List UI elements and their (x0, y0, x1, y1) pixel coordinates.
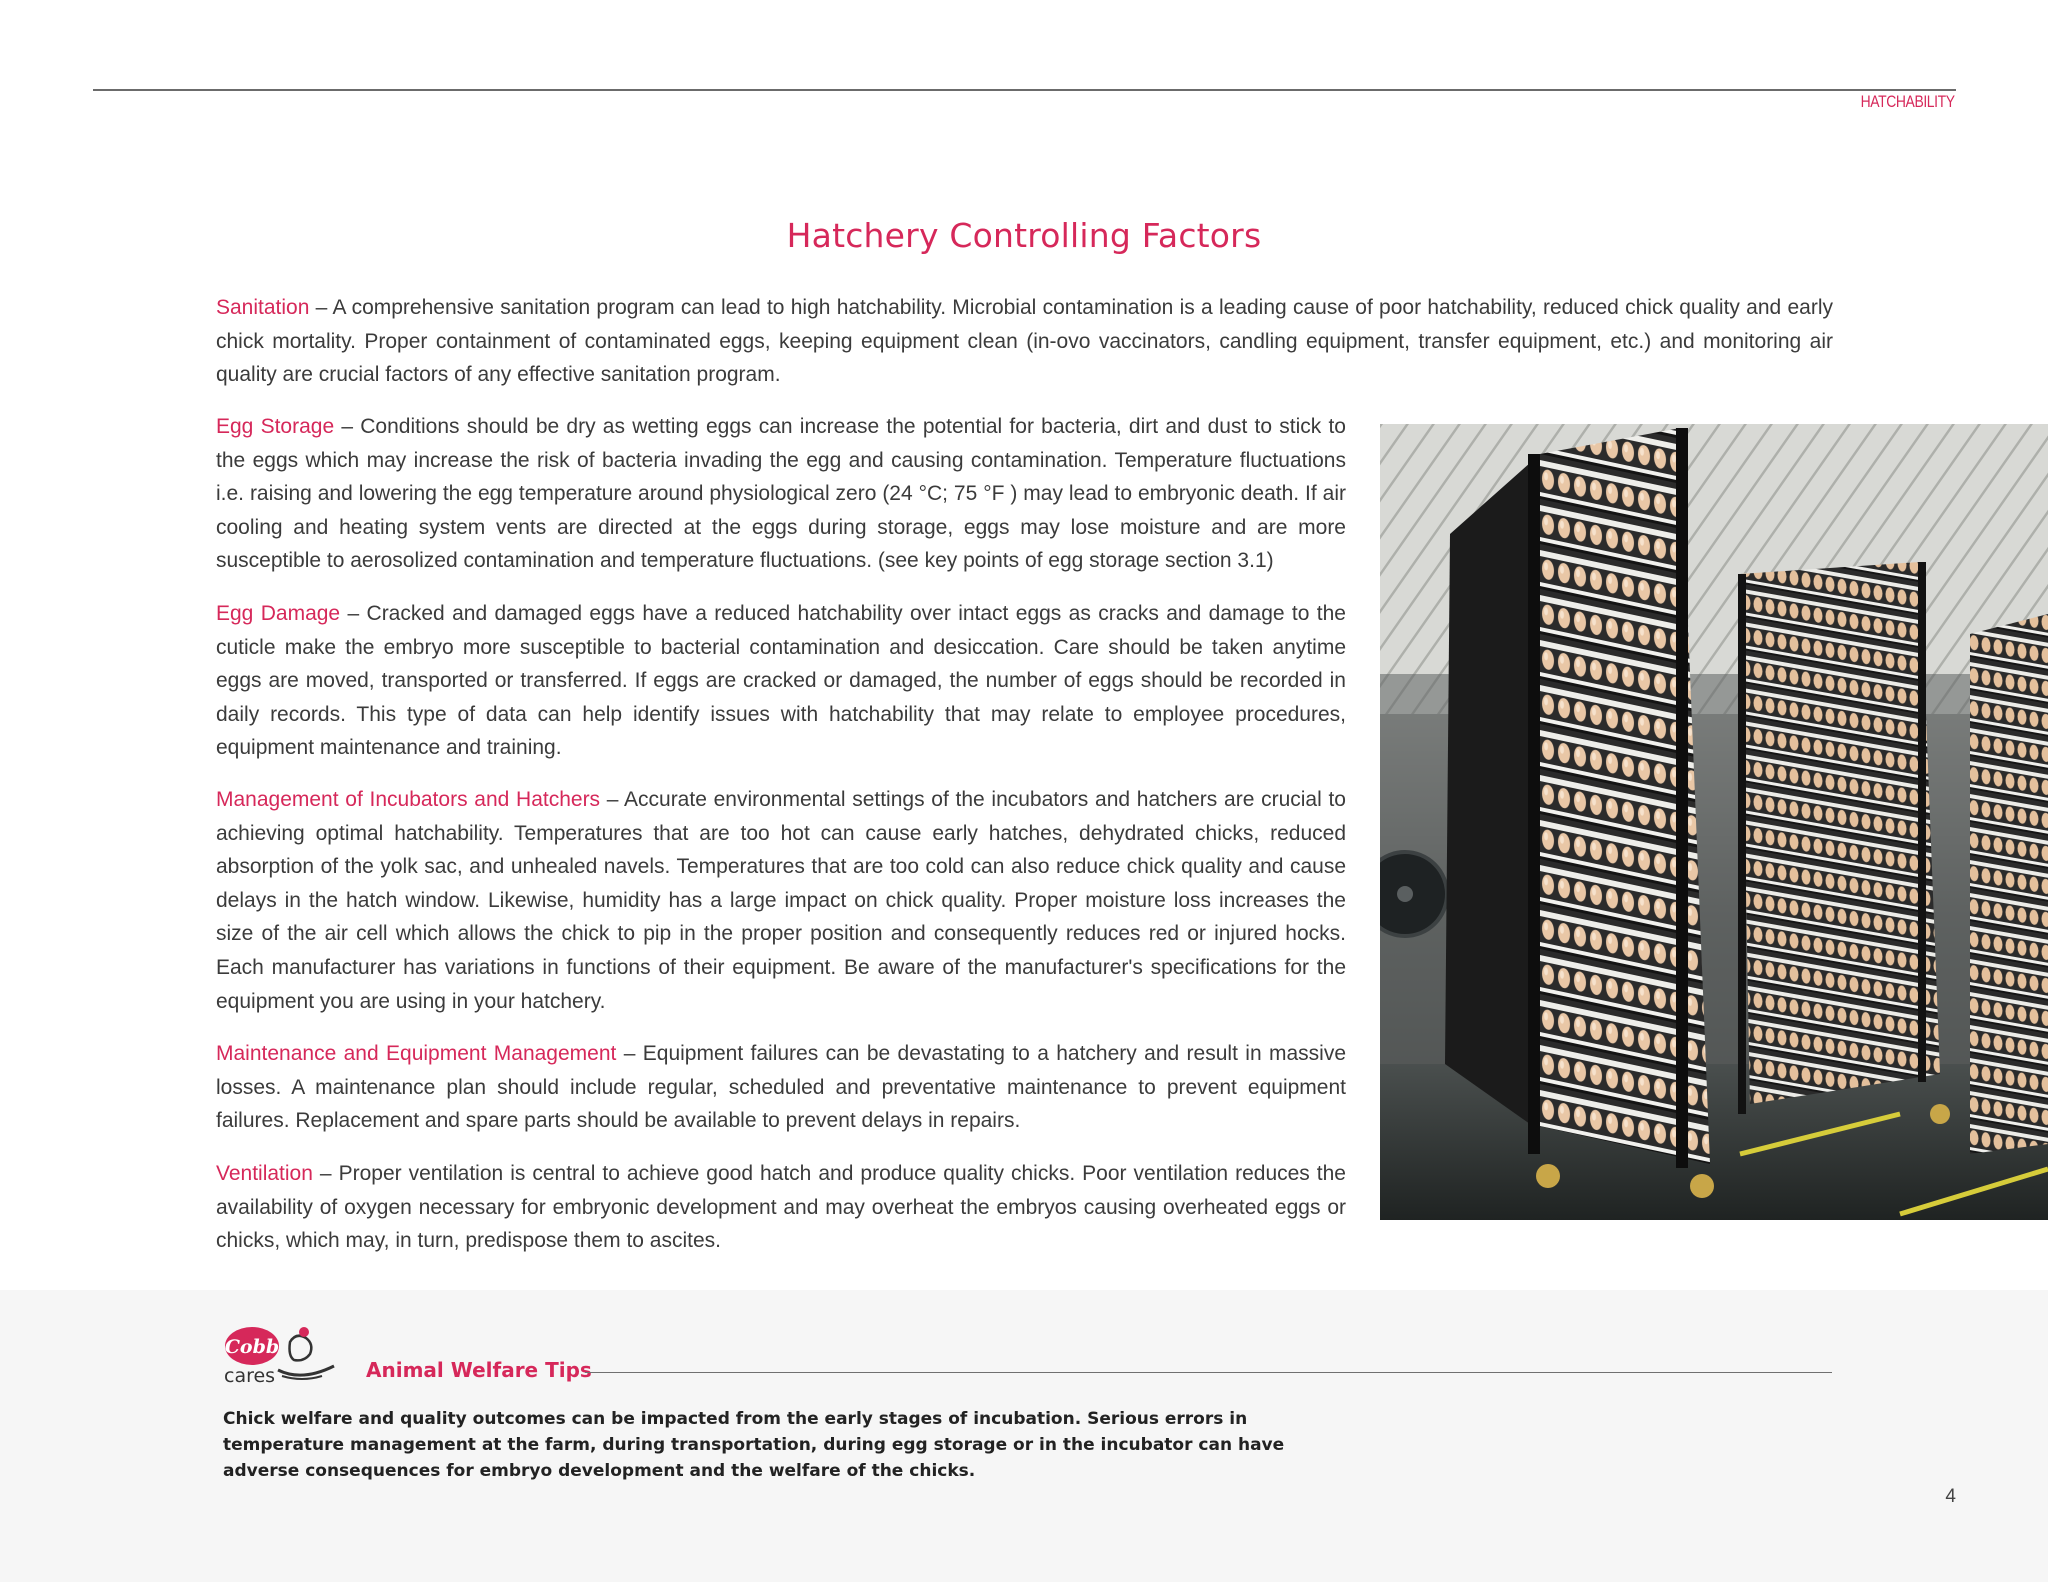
egg-trolley-photo (1380, 424, 2048, 1220)
paragraph-heading: Egg Storage (216, 415, 335, 438)
animal-welfare-tips-title: Animal Welfare Tips (366, 1358, 592, 1382)
paragraph-ventilation (216, 1157, 1346, 1258)
paragraph-egg-storage (216, 410, 1346, 578)
paragraph-heading: Maintenance and Equipment Management (216, 1042, 617, 1065)
cobb-cares-logo (222, 1322, 346, 1386)
logo-subtext: cares (224, 1365, 276, 1386)
paragraph-sanitation (216, 291, 1833, 392)
page-number: 4 (1945, 1486, 1956, 1507)
paragraph-heading: Sanitation (216, 296, 310, 319)
paragraph-text: – Accurate environmental settings of the incubators and hatchers are crucial to achieving optimal hatchability. Temperatures that are too hot can cause early hatches, dehydrated chicks, reduced absorption of the yolk sac, and unhealed navels. Temperatures that are too cold can also reduce chick quality and cause delays in the hatch window. Likewise, humidity has a large impact on chick quality. Proper moisture loss increases the size of the air cell which allows the chick to pip in the proper position and consequently reduces red or injured hocks. Each manufacturer has variations in functions of their equipment. Be aware of the manufacturer's specifications for the equipment you are using in your hatchery. (216, 788, 1346, 1013)
section-label: HATCHABILITY (1861, 92, 1955, 111)
paragraph-text: – Proper ventilation is central to achieve good hatch and produce quality chicks. Poor ventilation reduces the availability of oxygen necessary for embryonic development and may overheat the embryos causing overheated eggs or chicks, which may, in turn, predispose them to ascites. (216, 1162, 1346, 1253)
paragraph-heading: Egg Damage (216, 602, 341, 625)
paragraph-text: – A comprehensive sanitation program can lead to high hatchability. Microbial contamination is a leading cause of poor hatchability, reduced chick quality and early chick mortality. Proper containment of contaminated eggs, keeping equipment clean (in-ovo vaccinators, candling equipment, transfer equipment, etc.) and monitoring air quality are crucial factors of any effective sanitation program. (216, 296, 1833, 387)
paragraph-incubators-hatchers (216, 783, 1346, 1018)
tips-divider (585, 1372, 1832, 1373)
header-rule (93, 89, 1956, 91)
paragraph-text: – Conditions should be dry as wetting eggs can increase the potential for bacteria, dirt and dust to stick to the eggs which may increase the risk of bacteria invading the egg and causing contamination. Temperature fluctuations i.e. raising and lowering the egg temperature around physiological zero (24 °C; 75 °F ) may lead to embryonic death. If air cooling and heating system vents are directed at the eggs during storage, eggs may lose moisture and are more susceptible to aerosolized contamination and temperature fluctuations. (see key points of egg storage section 3.1) (216, 415, 1346, 573)
animal-welfare-tips-text: Chick welfare and quality outcomes can be impacted from the early stages of incubation. Serious errors in temperature management at the farm, during transportation, during egg storage or in the incubator can have adverse consequences for embryo development and the welfare of the chicks. (223, 1409, 1285, 1481)
paragraph-heading: Ventilation (216, 1162, 313, 1185)
paragraph-text: – Cracked and damaged eggs have a reduced hatchability over intact eggs as cracks and damage to the cuticle make the embryo more susceptible to bacterial contamination and desiccation. Care should be taken anytime eggs are moved, transported or transferred. If eggs are cracked or damaged, the number of eggs should be recorded in daily records. This type of data can help identify issues with hatchability that may relate to employee procedures, equipment maintenance and training. (216, 602, 1346, 760)
paragraph-egg-damage (216, 597, 1346, 765)
paragraph-text: – Equipment failures can be devastating to a hatchery and result in massive losses. A maintenance plan should include regular, scheduled and preventative maintenance to prevent equipment failures. Replacement and spare parts should be available to prevent delays in repairs. (216, 1042, 1346, 1133)
paragraph-heading: Management of Incubators and Hatchers (216, 788, 601, 811)
page-title: Hatchery Controlling Factors (786, 216, 1262, 255)
paragraph-maintenance (216, 1037, 1346, 1138)
logo-text: Cobb (224, 1336, 280, 1358)
